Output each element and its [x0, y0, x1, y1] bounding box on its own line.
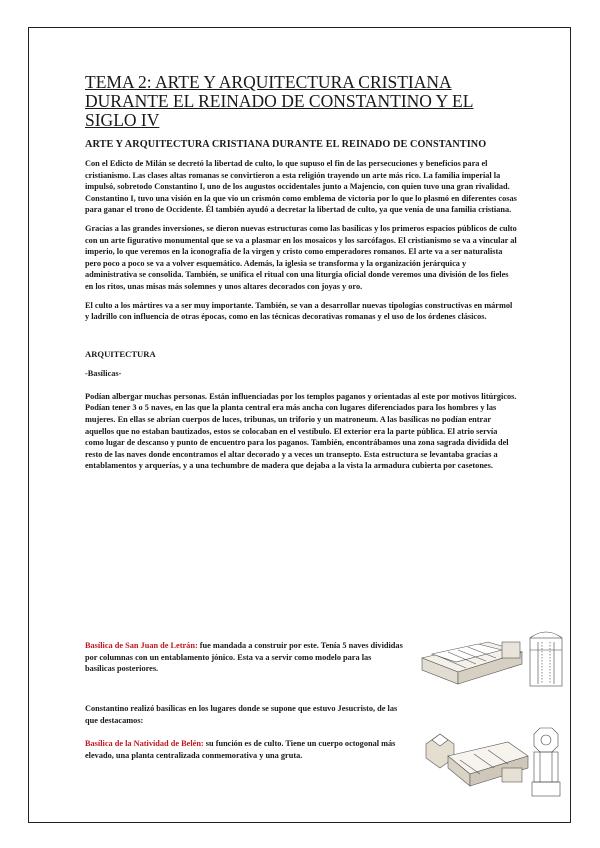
paragraph-3: El culto a los mártires va a ser muy importante. También, se van a desarrollar nuevas tipologías constructivas en mármol y ladrillo con influencia de otras épocas, como en las técnicas decorativas romanas y el uso de los órdenes clásicos.: [85, 300, 513, 322]
belen-block: [85, 738, 403, 761]
basilicas-heading: -Basílicas-: [85, 368, 122, 378]
architecture-heading: ARQUITECTURA: [85, 348, 156, 359]
letran-axonometric: [422, 642, 522, 684]
letran-name: Basílica de San Juan de Letrán:: [85, 641, 198, 650]
letran-illustration: [418, 628, 568, 690]
belen-text: su función es de culto. Tiene un cuerpo octogonal más elevado, una planta centralizada conmemorativa y una gruta.: [85, 739, 396, 760]
letran-text: fue mandada a construir por este. Tenía 5 naves divididas por columnas con un entablamento jónico. Esta va a servir como modelo para las basílicas posteriores.: [85, 641, 403, 674]
letran-plan: [530, 632, 562, 686]
holy-places-intro: Constantino realizó basílicas en los lugares donde se supone que estuvo Jesucristo, de las que destacamos:: [85, 704, 398, 725]
document-body: [85, 73, 517, 479]
paragraph-1: Con el Edicto de Milán se decretó la libertad de culto, lo que supuso el fin de las persecuciones y beneficios para el cristianismo. Las clases altas romanas se convirtieron a esta religión trayendo un arte más rico. La familia imperial la impulsó, sobretodo Constantino I, uno de los augustos occidentales junto a Majencio, con quien tuvo una gran rivalidad. Constantino I, tuvo una visión en la que vio un crismón como emblema de victoria por lo que lo plasmó en diferentes cosas para ganar el trono de Occidente. Él también ayudó a decretar la libertad de culto, ya que venía de una familia cristiana.: [85, 159, 517, 215]
belen-plan: [532, 728, 560, 796]
section-subtitle: ARTE Y ARQUITECTURA CRISTIANA DURANTE EL REINADO DE CONSTANTINO: [85, 139, 487, 150]
belen-illustration: [418, 722, 568, 802]
belen-name: Basílica de la Natividad de Belén:: [85, 739, 204, 748]
page-title: TEMA 2: ARTE Y ARQUITECTURA CRISTIANA DURANTE EL REINADO DE CONSTANTINO Y EL SIGLO IV: [85, 72, 474, 130]
belen-axonometric: [426, 734, 528, 786]
letran-block: [85, 640, 403, 675]
basilicas-paragraph: Podían albergar muchas personas. Están influenciadas por los templos paganos y orientadas al este por motivos litúrgicos. Podían tener 3 o 5 naves, en las que la planta central era más ancha con lugares diferenciados para los hombres y las mujeres. En ellas se abrían cuerpos de luces, tribunas, un triforio y un matroneum. A las basílicas no podían entrar aquellos que no estaban bautizados, estos se colocaban en el vestíbulo. El exterior era la parte pública. El atrio servía como lugar de descanso y punto de encuentro para los paganos. También, encontrábamos una zona sagrada dividida del resto de las naves donde encontramos el altar decorado y a veces un transepto. Esta estructura se levantaba gracias a entablamentos y arquerías, y a una techumbre de madera que dejaba a la vista la armadura cubierta por casetones.: [85, 391, 517, 471]
paragraph-2: Gracias a las grandes inversiones, se dieron nuevas estructuras como las basílicas y los primeros espacios públicos de culto con un arte figurativo monumental que se va a plasmar en los mosaicos y los sarcófagos. El cristianismo se va a vincular al imperio, lo que veremos en la iconografía de la virgen y cristo como emperadores romanos. El arte va a ser naturalista pero poco a poco se va a volver esquemático. Además, la iglesia se transforma y la organización jerárquica y administrativa se consolida. También, se unifica el ritual con una liturgia oficial donde veremos una división de los fieles en los ritos, unas misas más solemnes y unos altares decorados con joyas y oro.: [85, 223, 517, 291]
